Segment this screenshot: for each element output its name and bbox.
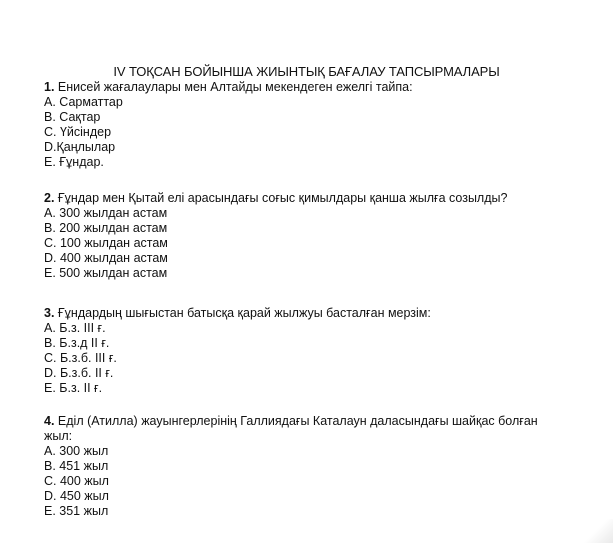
answer-option-c: С. 400 жыл xyxy=(44,474,109,488)
answer-option-d: D. 450 жыл xyxy=(44,489,109,503)
question-prompt: Еділ (Атилла) жауынгерлерінің Галлиядағы Каталаун даласындағы шайқас болған жыл: xyxy=(44,414,538,443)
answer-option-c: С. Үйсіндер xyxy=(44,125,112,139)
question-number: 4. xyxy=(44,414,55,428)
answer-option-a: А. 300 жылдан астам xyxy=(44,206,168,220)
answer-option-e: Е. 351 жыл xyxy=(44,504,109,518)
question-4 xyxy=(44,414,564,519)
answer-option-a: А. Сарматтар xyxy=(44,95,123,109)
answer-option-d: D. Б.з.б. ІІ ғ. xyxy=(44,366,114,380)
answer-option-e: Е. Ғұндар. xyxy=(44,155,104,169)
question-number: 3. xyxy=(44,306,55,320)
question-text xyxy=(44,414,544,444)
question-prompt: Ғұндар мен Қытай елі арасындағы соғыс қимылдары қанша жылға созылды? xyxy=(54,191,508,205)
answer-option-d: D. 400 жылдан астам xyxy=(44,251,168,265)
question-1 xyxy=(44,80,564,170)
question-prompt: Енисей жағалаулары мен Алтайды мекендеген ежелгі тайпа: xyxy=(54,80,413,94)
answer-option-b: В. Сақтар xyxy=(44,110,101,124)
question-text xyxy=(44,80,564,95)
answer-option-a: А. 300 жыл xyxy=(44,444,109,458)
question-prompt: Ғұндардың шығыстан батысқа қарай жылжуы басталған мерзім: xyxy=(54,306,431,320)
answer-option-b: В. Б.з.д ІІ ғ. xyxy=(44,336,110,350)
answer-option-b: В. 200 жылдан астам xyxy=(44,221,168,235)
answer-option-a: А. Б.з. ІІІ ғ. xyxy=(44,321,106,335)
question-number: 1. xyxy=(44,80,55,94)
answer-option-d: D.Қаңлылар xyxy=(44,140,116,154)
answer-option-e: Е. 500 жылдан астам xyxy=(44,266,168,280)
document-title: IV ТОҚСАН БОЙЫНША ЖИЫНТЫҚ БАҒАЛАУ ТАПСЫРМАЛАРЫ xyxy=(113,64,500,79)
question-number: 2. xyxy=(44,191,55,205)
answer-option-c: С. Б.з.б. ІІІ ғ. xyxy=(44,351,117,365)
question-3 xyxy=(44,306,564,396)
answer-option-c: С. 100 жылдан астам xyxy=(44,236,168,250)
answer-option-e: Е. Б.з. ІІ ғ. xyxy=(44,381,103,395)
question-text xyxy=(44,191,564,206)
page-corner-shadow xyxy=(577,519,613,543)
answer-option-b: В. 451 жыл xyxy=(44,459,109,473)
question-2 xyxy=(44,191,564,281)
question-text xyxy=(44,306,564,321)
